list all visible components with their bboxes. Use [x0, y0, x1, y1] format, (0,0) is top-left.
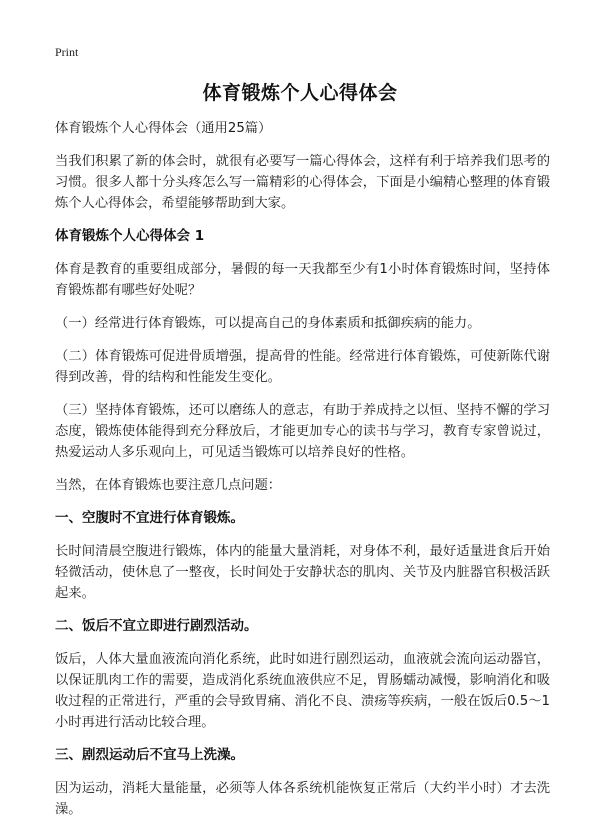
paragraph: 当然，在体育锻炼也要注意几点问题： — [55, 478, 282, 493]
paragraph: （二）体育锻炼可促进骨质增强，提高骨的性能。经常进行体育锻炼，可使新陈代谢得到改善，骨的结构和性能发生变化。 — [55, 349, 550, 385]
paragraph: （三）坚持体育锻炼，还可以磨练人的意志，有助于养成持之以恒、坚持不懈的学习态度，锻炼使体能得到充分释放后，才能更加专心的读书与学习，教育专家曾说过，热爱运动人多乐观向上，可见适当锻炼可以培养良好的性格。 — [55, 403, 550, 460]
print-label: Print — [55, 45, 79, 59]
subheading-3: 三、剧烈运动后不宜马上洗澡。 — [55, 747, 244, 763]
section-heading-1: 体育锻炼个人心得体会 1 — [55, 228, 205, 244]
document-title: 体育锻炼个人心得体会 — [202, 82, 398, 104]
subtitle-paragraph: 体育锻炼个人心得体会（通用25篇） — [55, 121, 272, 136]
paragraph: 因为运动，消耗大量能量，必须等人体各系统机能恢复正常后（大约半小时）才去洗澡。 — [55, 781, 550, 817]
subheading-2: 二、饭后不宜立即进行剧烈活动。 — [55, 618, 258, 634]
document-body — [55, 118, 550, 832]
paragraph: 长时间清晨空腹进行锻炼，体内的能量大量消耗，对身体不利，最好适量进食后开始轻微活动，使休息了一整夜，长时间处于安静状态的肌肉、关节及内脏器官积极活跃起来。 — [55, 544, 550, 601]
intro-paragraph: 当我们积累了新的体会时，就很有必要写一篇心得体会，这样有利于培养我们思考的习惯。很多人都十分头疼怎么写一篇精彩的心得体会，下面是小编精心整理的体育锻炼个人心得体会，希望能够帮助到大家。 — [55, 154, 550, 211]
paragraph: （一）经常进行体育锻炼，可以提高自己的身体素质和抵御疾病的能力。 — [55, 316, 481, 331]
subheading-1: 一、空腹时不宜进行体育锻炼。 — [55, 510, 244, 526]
paragraph: 饭后，人体大量血液流向消化系统，此时如进行剧烈运动，血液就会流向运动器官，以保证肌肉工作的需要，造成消化系统血液供应不足，胃肠蠕动减慢，影响消化和吸收过程的正常进行，严重的会导致胃痛、消化不良、溃疡等疾病，一般在饭后0.5～1小时再进行活动比较合理。 — [55, 652, 550, 730]
paragraph: 体育是教育的重要组成部分，暑假的每一天我都至少有1小时体育锻炼时间，坚持体育锻炼都有哪些好处呢？ — [55, 262, 550, 298]
